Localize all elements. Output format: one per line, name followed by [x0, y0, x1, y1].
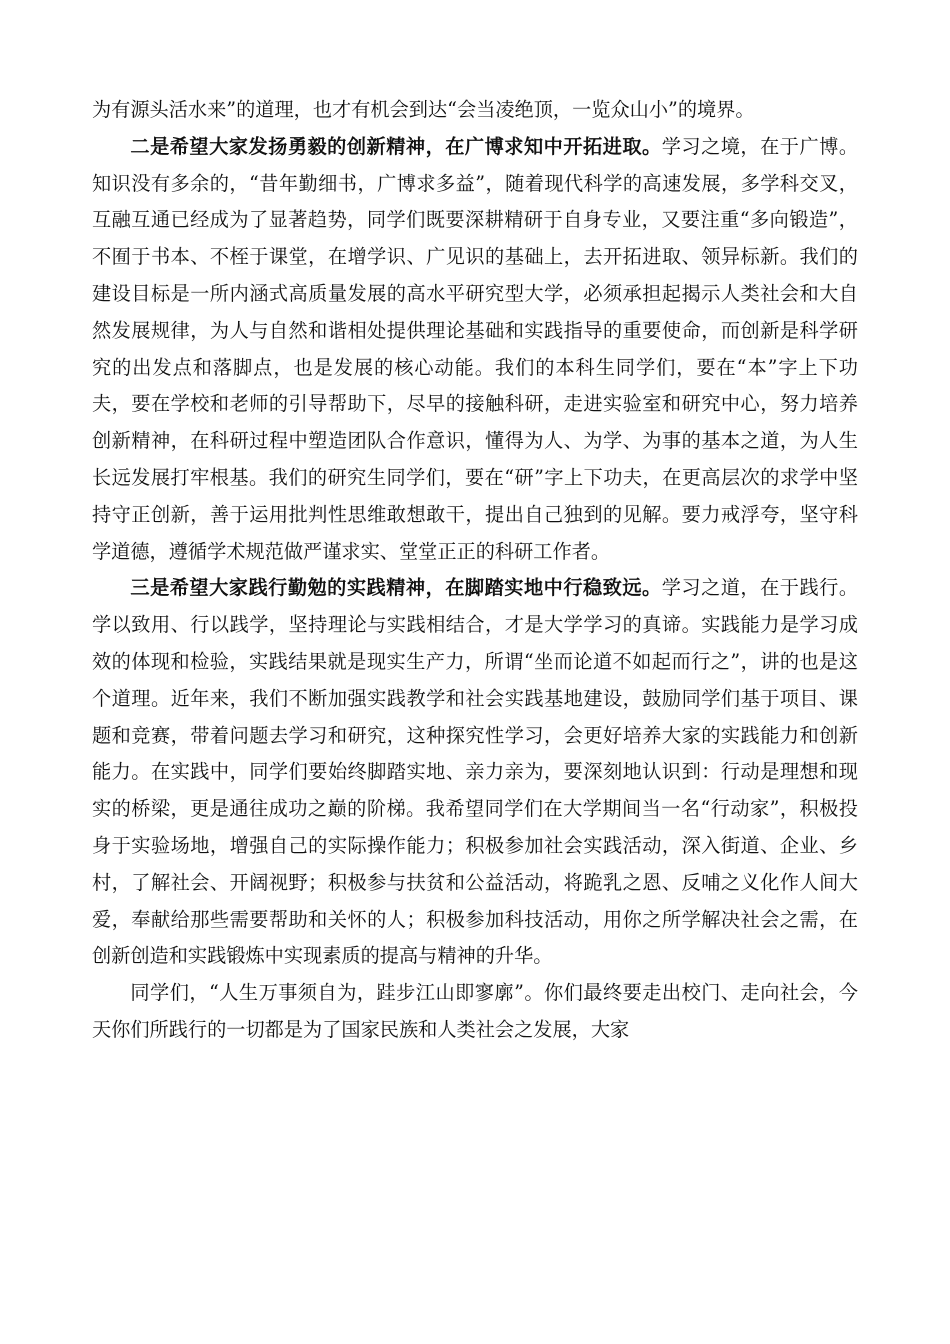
paragraph-2 — [92, 129, 858, 571]
document-page — [92, 92, 858, 1049]
paragraph-1 — [92, 92, 858, 129]
paragraph-3-text: 学习之道，在于践行。学以致用、行以践学，坚持理论与实践相结合，才是大学学习的真谛。实践能力是学习成效的体现和检验，实践结果就是现实生产力，所谓“坐而论道不如起而行之”，讲的也是这个道理。近年来，我们不断加强实践教学和社会实践基地建设，鼓励同学们基于项目、课题和竞赛，带着问题去学习和研究，这种探究性学习，会更好培养大家的实践能力和创新能力。在实践中，同学们要始终脚踏实地、亲力亲为，要深刻地认识到：行动是理想和现实的桥梁，更是通往成功之巅的阶梯。我希望同学们在大学期间当一名“行动家”，积极投身于实验场地，增强自己的实际操作能力；积极参加社会实践活动，深入街道、企业、乡村，了解社会、开阔视野；积极参与扶贫和公益活动，将跪乳之恩、反哺之义化作人间大爱，奉献给那些需要帮助和关怀的人；积极参加科技活动，用你之所学解决社会之需，在创新创造和实践锻炼中实现素质的提高与精神的升华。 — [92, 576, 859, 968]
paragraph-3 — [92, 570, 858, 975]
paragraph-2-lead: 二是希望大家发扬勇毅的创新精神，在广博求知中开拓进取。 — [130, 134, 662, 158]
paragraph-1-text: 为有源头活水来”的道理，也才有机会到达“会当凌绝顶，一览众山小”的境界。 — [92, 98, 755, 121]
paragraph-4 — [92, 975, 858, 1049]
paragraph-3-lead: 三是希望大家践行勤勉的实践精神，在脚踏实地中行稳致远。 — [130, 576, 662, 600]
paragraph-4-text: 同学们，“人生万事须自为，跬步江山即寥廓”。你们最终要走出校门、走向社会，今天你们所践行的一切都是为了国家民族和人类社会之发展，大家 — [92, 981, 858, 1041]
paragraph-2-text: 学习之境，在于广博。知识没有多余的，“昔年勤细书，广博求多益”，随着现代科学的高速发展，多学科交叉，互融互通已经成为了显著趋势，同学们既要深耕精研于自身专业，又要注重“多向锻造”，不囿于书本、不桎于课堂，在增学识、广见识的基础上，去开拓进取、领异标新。我们的建设目标是一所内涵式高质量发展的高水平研究型大学，必须承担起揭示人类社会和大自然发展规律，为人与自然和谐相处提供理论基础和实践指导的重要使命，而创新是科学研究的出发点和落脚点，也是发展的核心动能。我们的本科生同学们，要在“本”字上下功夫，要在学校和老师的引导帮助下，尽早的接触科研，走进实验室和研究中心，努力培养创新精神，在科研过程中塑造团队合作意识，懂得为人、为学、为事的基本之道，为人生长远发展打牢根基。我们的研究生同学们，要在“研”字上下功夫，在更高层次的求学中坚持守正创新，善于运用批判性思维敢想敢干，提出自己独到的见解。要力戒浮夸，坚守科学道德，遵循学术规范做严谨求实、堂堂正正的科研工作者。 — [92, 134, 859, 563]
